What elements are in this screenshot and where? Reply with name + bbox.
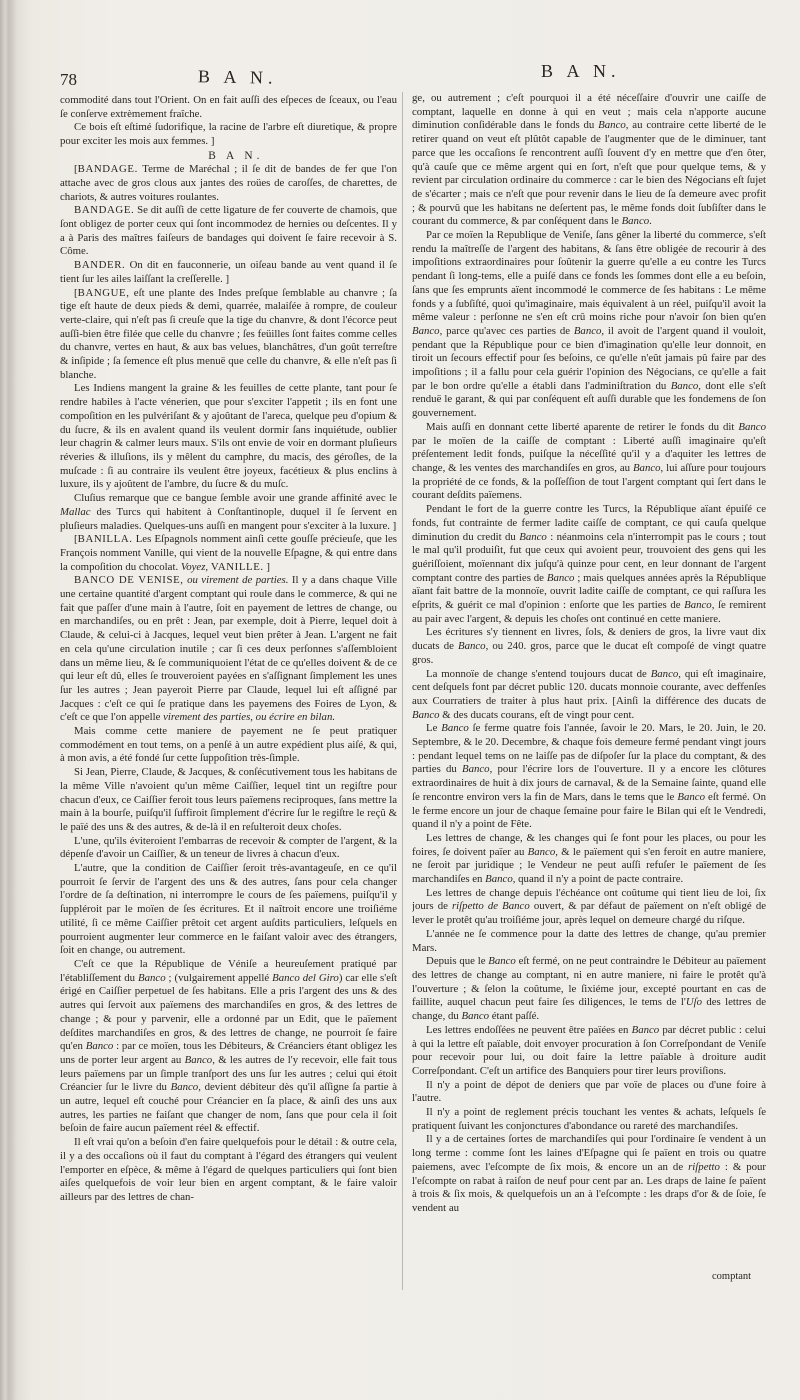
text-run: Par ce moïen la Republique de Veniſe, ſans gêner la liberté du commerce, s'eſt rendu la maîtreſſe de l'argent des habitans, & ſans être obligée de recourir à des impoſitions extraordinaires pour ſoûtenir la guerre qu'elle a eu contre les Turcs pendant ſi long-tems, elle a puiſé dans ce fonds les ſommes dont elle a eu beſoin, ſans que ſes emprunts aïent incommodé le commerce de ſes habitans : Le même fonds y a ſubſiſté, quoi qu'imaginaire, mais équivalent à un réel, puiſqu'il avoit la même valeur : perſonne ne s'en eſt crû moins riche pour n'avoir ſon bien qu'en <box>412 229 766 324</box>
text-run: Les Eſpagnols nomment ainſi cette gouſſe précieuſe, que les François nomment Vanille, qui vient de la nouvelle Eſpagne, & qui entre dans la compoſition du chocolat. <box>60 533 397 573</box>
text-run: La monnoïe de change s'entend toujours ducat de <box>426 667 651 680</box>
italic-text: Banco <box>527 845 556 858</box>
text-run: L'année ne ſe commence pour la datte des lettres de change, qu'au premier Mars. <box>412 927 766 954</box>
text-run: , & le païement qui s'en feroit en autre maniere, ne ſeroit par juridique ; le Vendeur ne peut auſſi refuſer le païement de ſes marchandiſes en <box>412 845 766 886</box>
text-run: des Turcs qui habitent à Conſtantinople, duquel il ſe ſervent en pluſieurs maladies. Quelques-uns auſſi en mangent pour s'exciter à la luxure. ] <box>60 505 397 532</box>
text-run: , & les autres de l'y recevoir, elle fait tous leurs païemens par un ſimple tranſport des uns ſur les autres ; celui qui étoit Créancier ſur le livre du <box>60 1053 397 1094</box>
paragraph <box>60 94 397 121</box>
text-run: par le moïen de la caiſſe de comptant : Liberté auſſi imaginaire qu'eſt préſentement ledit fonds, puiſque la néceſſité qu'il y a d'aquiter les lettres de change, & les ventes des marchandiſes en gros, au <box>412 434 766 474</box>
paragraph <box>412 887 766 928</box>
italic-text: Uſo <box>685 996 703 1009</box>
text-run: . <box>649 215 652 228</box>
text-run: , il avoit de l'argent quand il vouloit, pendant que la République pour ce bien d'imagination qu'elle leur donnoit, en tiroit un ſecours effectif pour ſes beſoins, ce qu'elle n'eût jamais pû faire par des impoſitions ; il a fallu pour cela guérir l'opinion des Négocians, ce qu'elle a fait par le bon ordre qu'elle a établi dans l'adminiſtration du <box>412 324 766 392</box>
italic-text: Banco <box>621 215 650 228</box>
text-run: étant paſſé. <box>489 1010 540 1023</box>
paragraph <box>60 574 397 725</box>
text-run: Les lettres endoſſées ne peuvent être païées en <box>426 1023 632 1036</box>
italic-text: Mallac <box>60 505 91 518</box>
paragraph <box>60 163 397 204</box>
paragraph <box>412 503 766 626</box>
italic-text: Banco del Giro <box>272 971 339 984</box>
text-run: On dit en fauconnerie, un oiſeau bande au vent quand il ſe tient ſur les ailes laiſſant la creſſerelle. ] <box>60 259 397 285</box>
text-run: eſt fermé. On le ferme encore un jour de chaque ſemaine pour faire le Bilan qui eſt le Vendredi, quand il n'y a point de Fête. <box>412 790 766 831</box>
text-run: ouvert, & par défaut de païement on n'eſt obligé de lever le protêt qu'au troiſiéme jour, après lequel on demeure chargé du riſque. <box>412 900 766 927</box>
italic-text: Banco <box>519 530 547 543</box>
paragraph <box>60 259 397 286</box>
text-run: Les lettres de change depuis l'échéance ont coûtume qui tient lieu de loi, ſix jours de <box>412 886 766 913</box>
page-number: 78 <box>60 70 77 89</box>
text-run: ; mais quelques années après la République aïant fait battre de la monnoïe, ouvrit ladite caiſſe de comptant, ce qui raſſura les eſprits, & guérit ce mal d'opinion : enſorte que les parties de <box>412 571 766 612</box>
text-run: ] <box>263 560 271 573</box>
text-run: , quand il n'y a point de pacte contraire. <box>512 873 684 886</box>
text-run: commodité dans tout l'Orient. On en fait auſſi des eſpeces de ſceaux, ou l'eau ſe conſerve extrèmement fraîche. <box>60 94 397 120</box>
paragraph <box>60 725 397 766</box>
text-run: eſt fermé, on ne peut contraindre le Débiteur au païement des lettres de change au comptant, ni en autre maniere, ni faire le protêt qu'à l'ouverture ; & ſelon la coûtume, le ſixiéme jour, excepté pourtant en cas de faillite, auquel chacun peut faire ſes diligences, le tems de l' <box>412 955 766 1009</box>
text-run: , lui aſſure pour toujours la propriété de ce fonds, & la poſſeſſion de tout l'argent comptant qui ſert dans le courant deſdits païemens. <box>412 461 766 502</box>
text-run: Les écritures s'y tiennent en livres, ſols, & deniers de gros, la livre vaut dix ducats de <box>412 626 766 653</box>
paragraph <box>412 832 766 887</box>
italic-text: ou virement de parties. <box>187 574 289 587</box>
paragraph <box>60 287 397 383</box>
italic-text: Banco <box>677 790 705 803</box>
text-run: Terme de Maréchal ; il ſe dit de bandes de fer que l'on attache avec de gros clous aux jantes des roües de caroſſes, de charettes, de chariots, & autres voitures roulantes. <box>60 163 397 203</box>
text-run: eſt une plante des Indes preſque ſemblable au chanvre ; ſa tige eſt haute de deux pieds & demi, quarrée, malaiſée à rompre, de couleur verte-claire, qui n'eſt pas ſi creuſe que la tige du chanvre, & dont l'écorce peut auſſi-bien être filée que celle du chanvre ; ſes feüilles ſont faites comme celles du chanvre, vertes en haut, & aux bas velues, blanchâtres, d'un goût terreſtre & inſipide ; ſa ſemence eſt plus menuë que celle du chanvre, & elle n'eſt pas ſi blanche. <box>60 286 397 381</box>
text-run: des lettres de change, du <box>412 996 766 1023</box>
headword: BANILLA. <box>77 533 133 546</box>
text-run: ge, ou autrement ; c'eſt pourquoi il a été néceſſaire d'ouvrir une caiſſe de comptant, laquelle en donne à qui en veut ; mais cela n'apporte aucune diminution conſidérable dans le fonds du <box>412 92 766 132</box>
text-run: Le <box>426 722 442 735</box>
paragraph <box>60 862 397 958</box>
text-run: ; (vulgairement appellé <box>165 971 273 984</box>
paragraph <box>60 1136 397 1205</box>
left-column-continuation <box>60 94 397 149</box>
italic-text: virement des parties, ou écrire en bilan. <box>163 711 336 724</box>
column-rule <box>402 92 403 1290</box>
text-run: Les lettres de change, & les changes qui ſe font pour les places, ou pour les foires, ſe doivent païer au <box>412 831 766 858</box>
text-run: , dont elle s'eſt renduë le garant, & qui par conſéquent eſt auſſi durable que les fondemens de ſon gouvernement. <box>412 379 766 420</box>
text-run: L'autre, que la condition de Caiſſier ſeroit très-avantageuſe, en ce qu'il pourroit ſe ſervir de l'argent des uns & des autres, ſans pour cela changer l'ordre de ſa deſtination, ni interrompre le cours de ſes païemens, puiſqu'il y ſuppléroit par le moïen de ſes écritures. Et il naîtroit encore une troiſiéme utilité, ſi ce même Caiſſier prêtoit cet argent auſdits particuliers, leſquels en pourroient augmenter leur commerce en le faiſant valoir avec des étrangers, ſoit en change, ou autrement. <box>60 862 397 957</box>
text-run: : néanmoins cela n'interrompit pas le cours ; tout le mal qu'il produiſit, fut que ceux qui avoient peur, trouvoient des gens qui les guériſſoient, moïennant dix juſqu'à quinze pour cent, en leur donnant de l'argent comptant contre des parties de <box>412 530 766 584</box>
italic-text: Banco <box>485 873 513 886</box>
text-run: Il n'y a point de dépot de deniers que par voïe de places ou d'une foire à l'autre. <box>412 1078 766 1105</box>
text-run: , au contraire cette liberté de le retirer quand on veut eſt plûtôt capable de l'augmenter que de le diminuer, tant parce que les occaſions ſe rencontrent auſſi ſouvent d'y en mettre que d'en ôter, qu'à cauſe que ce même argent qui en ſort, n'eſt que pour quelque tems, & y revient par circulation ordinaire du commerce : car le bien des Négocians eſt ſujet de s'écarter ; mais ce n'eſt que pour revenir dans le lieu de ſa demeure avec profit ; & pourvû que les habitans ne deſertent pas, le même fonds doit ſubſiſter dans le courant du commerce, & par conſéquent dans le <box>412 119 766 228</box>
text-run: Ce bois eſt eſtimé ſudorifique, la racine de l'arbre eſt diuretique, & propre pour exciter les mois aux femmes. ] <box>60 121 397 148</box>
paragraph <box>412 928 766 955</box>
text-run: : par ce moïen, tous les Débiteurs, & Créanciers étant obligez les uns de porter leur argent au <box>60 1040 397 1066</box>
headword: VANILLE. <box>210 560 264 573</box>
text-run: [ <box>74 533 78 546</box>
text-run: Il n'y a point de reglement précis touchant les ventes & achats, leſquels ſe pratiquent ſuivant les conjonctures d'abondance ou rareté des marchandiſes. <box>412 1106 766 1132</box>
italic-text: Banco <box>457 640 486 653</box>
italic-text: Banco <box>412 708 440 721</box>
italic-text: Banco <box>170 1081 199 1094</box>
left-column <box>60 94 397 1296</box>
paragraph <box>412 229 766 421</box>
right-column <box>412 92 766 1268</box>
text-run: Si Jean, Pierre, Claude, & Jacques, & conſécutivement tous les habitans de la même Ville n'avoient qu'un même Caiſſier, lequel tint un regiſtre pour chacun d'eux, ce Caiſſier feroit tous leurs païemens reciproques, ſans mettre la main à la bourſe, puiſqu'il ſuffiroit ſimplement d'écrire ſur le regiſtre le reçû & le païé des uns & des autres, & de-là il en reſulteroit deux choſes. <box>60 766 397 833</box>
italic-text: riſpetto <box>688 1160 720 1173</box>
italic-text: Banco <box>138 971 166 984</box>
text-run: Il y a dans chaque Ville une certaine quantité d'argent comptant qui roule dans le commerce, & qui ne fait que paſſer d'une main à l'autre, ſoit en payement de lettres de change, ou en marchandiſes, ou en prêt : Jean, par exemple, doit à Pierre, lequel doit à Claude, & celui-ci à Jacques, lequel veut bien prêter à Jean. L'argent ne fait en cela qu'une circulation inutile ; car ſi ces deux perſonnes s'aſſembloient dans un même lieu, & ſe communiquoient l'état de ce qu'elles doivent & de ce qui leur eſt dû, elles ſe trouveroient payées en s'aſſignant ſimplement les unes ſur les autres ; Jean payeroit Pierre par Claude, lequel lui eſt aſſigné par Jacques : c'eſt ce qui ſe pratique dans les payemens des Foires de Lyon, & c'eſt ce que l'on appelle <box>60 574 397 724</box>
paragraph <box>412 668 766 723</box>
italic-text: Banco <box>461 1010 490 1023</box>
italic-text: Banco <box>631 1023 660 1036</box>
italic-text: Banco <box>441 722 469 735</box>
text-run: Pendant le fort de la guerre contre les Turcs, la République aïant épuiſé ce fonds, fut contrainte de fermer ladite caiſſe de comptant, ce qui cauſa quelque diminution du credit du <box>412 503 766 543</box>
paragraph <box>60 766 397 835</box>
text-run: ſe ferme quatre fois l'année, ſavoir le 20. Mars, le 20. Juin, le 20. Septembre, & le 20. Decembre, & chaque fois demeure fermé pendant vingt jours : pendant lequel tems on ne laiſſe pas de diſpoſer ſur la place du comptant, & des parties du <box>412 722 766 776</box>
running-head-left: B A N. <box>197 66 278 88</box>
italic-text: Banco <box>488 955 516 968</box>
left-column-entries <box>60 163 397 1204</box>
italic-text: Banco <box>650 667 679 680</box>
italic-text: Banco <box>598 119 626 132</box>
italic-text: Banco <box>670 379 699 392</box>
text-run: Les Indiens mangent la graine & les feuilles de cette plante, tant pour ſe rendre habiles à l'acte vénerien, que pour s'exciter l'appetit ; ils en font une compoſition en les pulvériſant & y ajoûtant de l'areca, quelque peu d'opium & du ſucre, & ils en avalent quand ils veulent dormir ſans inquiétude, oublier leur chagrin & calmer leurs maux. S'ils ont envie de voir en dormant pluſieurs réveries & illuſions, ils y mêlent du camphre, du macis, des géroſles, de la muſcade : ſi au contraire ils veulent être joyeux, facétieux & plus enclins à luxure, ils y ajoûtent de l'ambre, du ſucre & du muſc. <box>60 382 397 491</box>
paragraph <box>412 955 766 1024</box>
section-heading: B A N. <box>208 149 264 162</box>
text-run: : & pour l'eſcompte on rabat à raiſon de neuf pour cent par an. Les draps de laine ſe païent à trois & ſix mois, & quelquefois un an à l'eſcompte : les draps d'or & de ſoie, ſe vendent au <box>412 1160 766 1214</box>
text-run: , qui eſt imaginaire, cent deſquels font par décret public 120. ducats monnoie courante, avec deffenſes aux Courratiers de traiter à plus haut prix. [Ainſi la différence des ducats de <box>412 667 766 707</box>
paragraph <box>60 958 397 1136</box>
italic-text: Banco <box>632 461 661 474</box>
paragraph <box>412 1133 766 1215</box>
paragraph <box>60 835 397 862</box>
paragraph <box>412 92 766 229</box>
headword: BANDAGE. <box>74 204 135 217</box>
paragraph <box>60 382 397 492</box>
text-run: [ <box>74 286 78 299</box>
paragraph <box>60 121 397 148</box>
italic-text: Banco <box>462 763 490 776</box>
headword: BANDER. <box>74 259 126 272</box>
paragraph <box>412 626 766 667</box>
italic-text: Banco <box>546 571 575 584</box>
paragraph <box>412 722 766 832</box>
text-run: Il eſt vrai qu'on a beſoin d'en faire quelquefois pour le détail : & outre cela, il y a des occaſions où il faut du comptant à l'égard des étrangers qui veulent l'emporter en eſpèce, & même à l'égard de quelques particuliers qui ſont bien aiſes quelquefois de voir leur bien en argent comptant, & le faire valoir ailleurs par des lettres de chan- <box>60 1136 397 1203</box>
paragraph <box>60 533 397 574</box>
text-run: , devient débiteur dès qu'il aſſigne ſa partie à un autre, lequel eſt couché pour Créancier en ſa place, & ainſi des uns aux autres, les parties ne faiſant que changer de nom, ſans que pour cela il ſoit beſoin de faire aucun païement réel & effectif. <box>60 1081 397 1135</box>
italic-text: Voyez, <box>180 560 209 573</box>
paragraph <box>60 492 397 533</box>
text-run: par décret public : celui à qui la lettre eſt païable, doit envoyer procuration à ſon Correſpondant de Veniſe pour recevoir pour lui, ou doit faire la lettre païable à droiture audit Correſpondant. C'eſt un artifice des Banquiers pour tirer leurs proviſions. <box>412 1023 766 1077</box>
italic-text: Banco <box>184 1053 213 1066</box>
text-run: , ſe remirent au pair avec l'argent, & depuis les choſes ont continué en cette maniere. <box>412 599 766 625</box>
italic-text: Banco <box>85 1040 114 1053</box>
text-run: L'une, qu'ils éviteroient l'embarras de recevoir & compter de l'argent, & la dépenſe d'avoir un Caiſſier, & un teneur de livres à chacun d'eux. <box>60 834 397 861</box>
text-run: Mais auſſi en donnant cette liberté aparente de retirer le fonds du dit <box>426 420 739 433</box>
text-run: [ <box>74 163 78 176</box>
text-run: Cluſius remarque que ce bangue ſemble avoir une grande affinité avec le <box>74 492 397 505</box>
text-run: Se dit auſſi de cette ligature de fer couverte de chamois, que ſont obligez de porter ceux qui ſont incommodez de hernies ou deſcentes. Il y a à Paris des maîtres faiſeurs de bandages qui doivent ſe faire recevoir à S. Côme. <box>60 204 397 258</box>
italic-text: Banco <box>684 599 712 612</box>
text-run: Mais comme cette maniere de payement ne ſe peut pratiquer commodément en tout tems, on a penſé à un autre expédient plus aiſé, & qui, à mon avis, a été fondé ſur cette ſuppoſition très-ſimple. <box>60 725 397 765</box>
text-run: , pour l'écrire lors de l'ouverture. Il y a encore les clôtures extraordinaires de huit à dix jours de carnaval, & de la Semaine ſainte, quand elle ſe rencontre environ vers la fin de Mars, dans le tems que le <box>412 763 766 803</box>
right-column-entries <box>412 92 766 1216</box>
running-head-right: B A N. <box>541 61 621 81</box>
headword: BANGUE, <box>77 286 130 299</box>
headword: BANDAGE. <box>77 163 138 176</box>
text-run: , parce qu'avec ces parties de <box>439 324 574 337</box>
paragraph <box>412 1079 766 1106</box>
italic-text: riſpetto de Banco <box>451 900 530 913</box>
catchword: comptant <box>712 1271 752 1282</box>
italic-text: Banco <box>412 324 440 337</box>
text-run: ) car elle s'eſt érigé en Caiſſier perpetuel de ſes habitans. Elle a pris l'argent des uns & des autres qui ſervoit aux païemens des marchandiſes en gros, & des lettres de change ; & pour y parvenir, elle a ordonné par un Edit, que le païement deſdites marchandiſes en gros, & des lettres de change, ne pourroit ſe faire qu'en <box>60 971 397 1053</box>
text-run: Depuis que le <box>426 955 489 968</box>
text-run: , ou 240. gros, parce que le ducat eſt compoſé de vingt quatre gros. <box>412 640 766 666</box>
text-run: C'eſt ce que la République de Véniſe a heureuſement pratiqué par l'établiſſement du <box>60 958 397 984</box>
paragraph <box>412 1024 766 1079</box>
italic-text: Banco <box>573 324 602 337</box>
paragraph <box>60 204 397 259</box>
paragraph <box>412 421 766 503</box>
italic-text: Banco <box>738 420 766 433</box>
text-run: Il y a de certaines ſortes de marchandiſes qui pour l'ordinaire ſe vendent à un long terme : comme ſont les laines d'Eſpagne qui ſe païent en trois ou quatre paiemens, avec l'eſcompte de ſix mois, & encore un an de <box>412 1133 766 1173</box>
paragraph <box>412 1106 766 1133</box>
headword: BANCO DE VENISE, <box>74 574 184 587</box>
text-run: & des ducats courans, eſt de vingt pour cent. <box>439 708 635 721</box>
